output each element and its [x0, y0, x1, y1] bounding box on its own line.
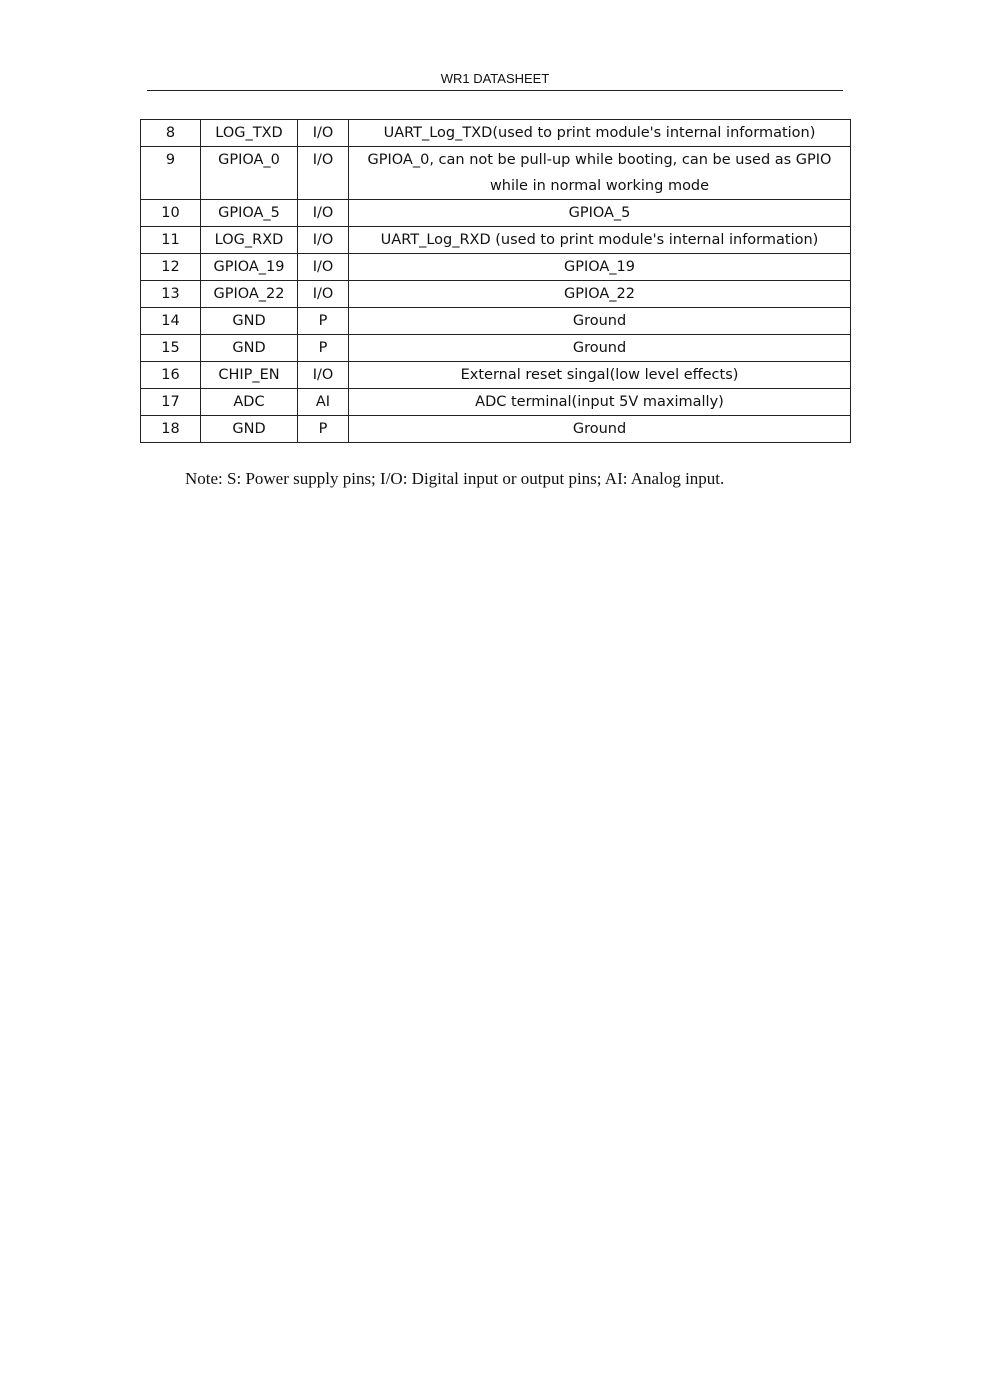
pin-type-cell: AI	[298, 389, 349, 416]
pin-type-cell: I/O	[298, 200, 349, 227]
pin-type-note: Note: S: Power supply pins; I/O: Digital input or output pins; AI: Analog input.	[185, 469, 725, 488]
table-row	[141, 416, 851, 443]
pin-number-cell: 10	[141, 200, 201, 227]
pin-number-cell: 9	[141, 147, 201, 200]
pin-description-line: UART_Log_RXD (used to print module's internal information)	[380, 232, 819, 248]
table-row	[141, 200, 851, 227]
pin-name-cell: GPIOA_0	[201, 147, 298, 200]
pin-name-cell: GPIOA_22	[201, 281, 298, 308]
pin-description-line: UART_Log_TXD(used to print module's internal information)	[383, 125, 816, 141]
pin-name-cell: LOG_RXD	[201, 227, 298, 254]
table-row	[141, 308, 851, 335]
pin-number-cell: 18	[141, 416, 201, 443]
pin-description-cell	[349, 416, 851, 443]
pin-description-cell	[349, 335, 851, 362]
table-row	[141, 227, 851, 254]
pin-description-cell	[349, 362, 851, 389]
pin-number-cell: 11	[141, 227, 201, 254]
pin-name-cell: ADC	[201, 389, 298, 416]
pin-description-line: Ground	[572, 340, 627, 356]
pin-description-line: GPIOA_19	[563, 259, 636, 275]
pin-description-cell	[349, 254, 851, 281]
pin-number-cell: 14	[141, 308, 201, 335]
pin-name-cell: LOG_TXD	[201, 120, 298, 147]
pin-name-cell: GND	[201, 335, 298, 362]
pin-description-line: External reset singal(low level effects)	[460, 367, 739, 383]
pin-name-cell: GPIOA_5	[201, 200, 298, 227]
document-title: WR1 DATASHEET	[440, 71, 550, 86]
pin-number-cell: 8	[141, 120, 201, 147]
pin-description-line: while in normal working mode	[489, 178, 710, 194]
pin-description-cell	[349, 200, 851, 227]
pin-description-line: GPIOA_22	[563, 286, 636, 302]
table-row	[141, 335, 851, 362]
pin-description-line: Ground	[572, 421, 627, 437]
pin-type-cell: P	[298, 416, 349, 443]
pin-name-cell: GND	[201, 416, 298, 443]
pin-type-cell: I/O	[298, 254, 349, 281]
pin-description-cell	[349, 308, 851, 335]
table-row	[141, 362, 851, 389]
pin-type-cell: P	[298, 335, 349, 362]
pin-type-cell: I/O	[298, 227, 349, 254]
table-row	[141, 389, 851, 416]
pin-description-line: ADC terminal(input 5V maximally)	[475, 394, 724, 410]
pin-type-cell: I/O	[298, 362, 349, 389]
pin-description-cell	[349, 227, 851, 254]
pin-description-line: GPIOA_0, can not be pull-up while booting, can be used as GPIO	[367, 152, 832, 168]
pin-description-line: Ground	[572, 313, 627, 329]
pin-description-cell	[349, 147, 851, 200]
table-row	[141, 254, 851, 281]
pin-description-line: GPIOA_5	[568, 205, 631, 221]
pin-description-cell	[349, 389, 851, 416]
pin-name-cell: CHIP_EN	[201, 362, 298, 389]
table-row	[141, 120, 851, 147]
pin-description-cell	[349, 281, 851, 308]
pin-definition-table	[140, 119, 851, 443]
pin-type-cell: I/O	[298, 120, 349, 147]
pin-number-cell: 16	[141, 362, 201, 389]
pin-table-body	[141, 120, 851, 443]
pin-number-cell: 12	[141, 254, 201, 281]
pin-name-cell: GPIOA_19	[201, 254, 298, 281]
pin-name-cell: GND	[201, 308, 298, 335]
pin-type-cell: P	[298, 308, 349, 335]
pin-description-cell	[349, 120, 851, 147]
table-row	[141, 281, 851, 308]
pin-number-cell: 17	[141, 389, 201, 416]
pin-number-cell: 13	[141, 281, 201, 308]
pin-type-cell: I/O	[298, 281, 349, 308]
pin-number-cell: 15	[141, 335, 201, 362]
table-row	[141, 147, 851, 200]
page-header	[147, 68, 843, 91]
pin-type-cell: I/O	[298, 147, 349, 200]
